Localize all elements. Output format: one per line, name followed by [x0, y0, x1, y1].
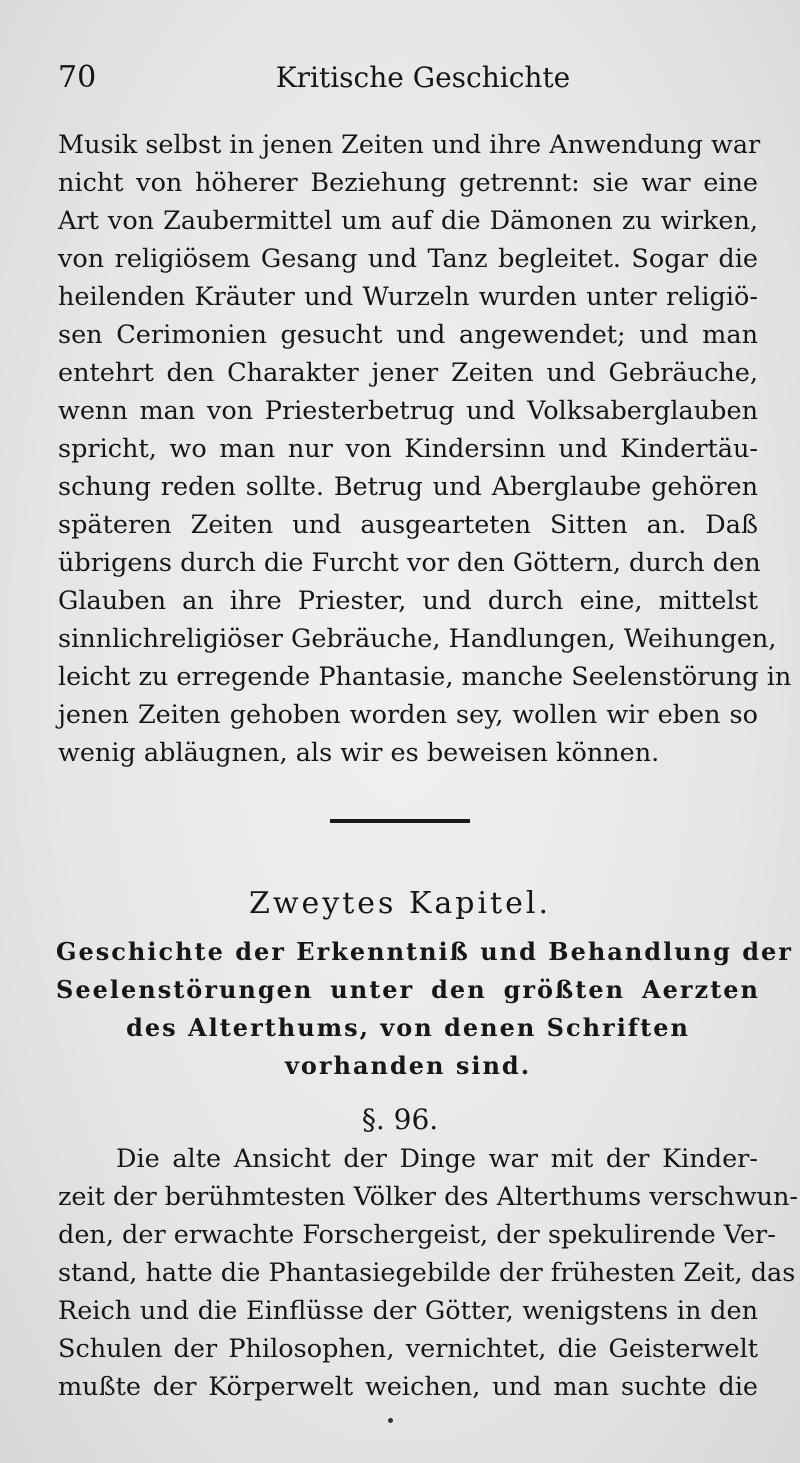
ink-speck	[388, 1418, 393, 1423]
text-line: spricht, wo man nur von Kindersinn und Kindertäu-	[58, 434, 758, 464]
text-line: wenig abläugnen, als wir es beweisen können.	[58, 738, 660, 768]
heading-line: des Alterthums, von denen Schriften	[126, 1013, 690, 1042]
text-line: sinnlichreligiöser Gebräuche, Handlungen, Weihungen,	[58, 624, 777, 654]
text-line: mußte der Körperwelt weichen, und man suchte die	[58, 1372, 758, 1402]
page-number: 70	[58, 60, 97, 95]
text-line: den, der erwachte Forschergeist, der spekulirende Ver-	[58, 1220, 776, 1250]
text-line: Reich und die Einflüsse der Götter, wenigstens in den	[58, 1296, 758, 1326]
text-line: sen Cerimonien gesucht und angewendet; und man	[58, 320, 758, 350]
text-line: übrigens durch die Furcht vor den Göttern, durch den	[58, 548, 761, 578]
page-header	[58, 58, 748, 98]
text-line: schung reden sollte. Betrug und Aberglaube gehören	[58, 472, 758, 502]
text-line: entehrt den Charakter jener Zeiten und Gebräuche,	[58, 358, 758, 388]
heading-line: Geschichte der Erkenntniß und Behandlung der	[56, 937, 793, 966]
text-line: Art von Zaubermittel um auf die Dämonen zu wirken,	[58, 206, 758, 236]
text-line: von religiösem Gesang und Tanz begleitet. Sogar die	[58, 244, 758, 274]
section-divider	[330, 819, 470, 823]
text-line: Glauben an ihre Priester, und durch eine, mittelst	[58, 586, 758, 616]
text-line: wenn man von Priesterbetrug und Volksaberglauben	[58, 396, 758, 426]
text-line: heilenden Kräuter und Wurzeln wurden unter religiö-	[58, 282, 758, 312]
text-line: zeit der berühmtesten Völker des Alterthums verschwun-	[58, 1182, 799, 1212]
section-number: §. 96.	[361, 1103, 439, 1136]
text-line: Musik selbst in jenen Zeiten und ihre Anwendung war	[58, 130, 761, 160]
heading-line: vorhanden sind.	[284, 1051, 532, 1080]
text-line: nicht von höherer Beziehung getrennt: sie war eine	[58, 168, 758, 198]
text-line: jenen Zeiten gehoben worden sey, wollen wir eben so	[58, 700, 758, 730]
chapter-title: Zweytes Kapitel.	[248, 886, 551, 921]
heading-line: Seelenstörungen unter den größten Aerzten	[56, 975, 760, 1004]
text-line: Schulen der Philosophen, vernichtet, die Geisterwelt	[58, 1334, 758, 1364]
chapter-heading	[56, 933, 793, 1085]
text-line: Die alte Ansicht der Dinge war mit der Kinder-	[116, 1144, 758, 1174]
text-line: leicht zu erregende Phantasie, manche Seelenstörung in	[58, 662, 792, 692]
text-line: späteren Zeiten und ausgearteten Sitten an. Daß	[58, 510, 758, 540]
paragraph-2	[58, 1140, 799, 1406]
running-head: Kritische Geschichte	[275, 61, 571, 94]
paragraph-1	[58, 126, 792, 772]
text-line: stand, hatte die Phantasiegebilde der frühesten Zeit, das	[58, 1258, 796, 1288]
